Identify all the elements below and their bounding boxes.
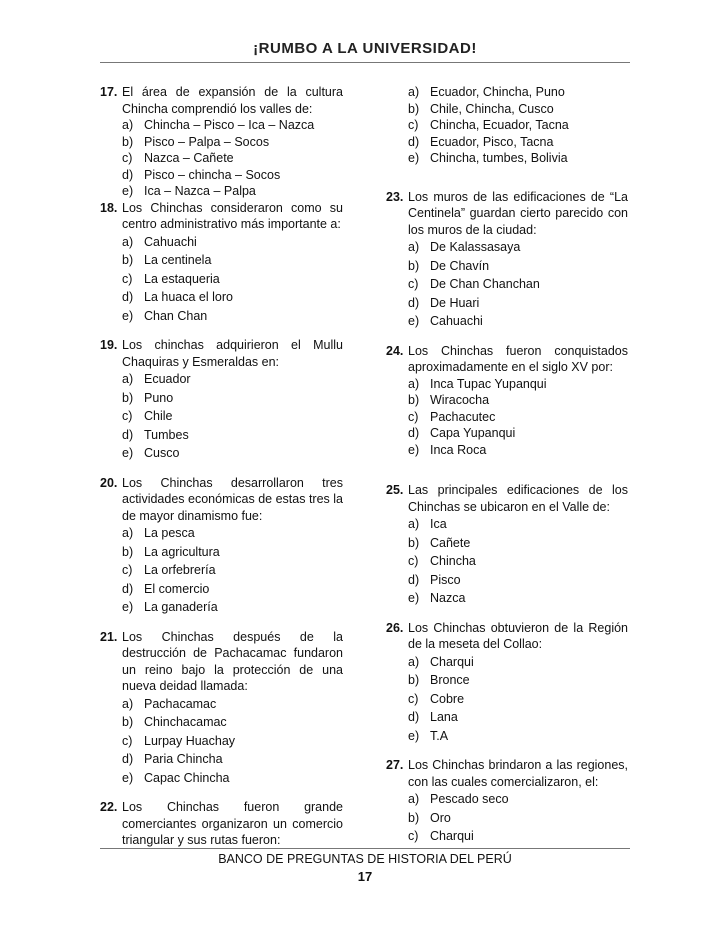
option-letter: d)	[122, 290, 134, 304]
answer-option	[408, 690, 628, 709]
question-21	[100, 629, 343, 788]
option-letter: b)	[408, 673, 420, 687]
answer-option	[408, 238, 628, 257]
footer-rule	[100, 848, 630, 849]
question-26	[386, 620, 628, 746]
option-text: Lurpay Huachay	[144, 733, 236, 748]
answer-option	[408, 392, 628, 409]
option-text: La estaqueria	[144, 271, 220, 286]
option-text: La centinela	[144, 253, 212, 267]
option-list	[408, 238, 628, 331]
answer-option	[122, 561, 343, 580]
answer-option	[408, 101, 628, 118]
option-letter: c)	[408, 691, 419, 706]
answer-option	[408, 425, 628, 442]
answer-option	[408, 409, 628, 426]
question-number: 22.	[100, 800, 118, 814]
option-text: Bronce	[430, 673, 470, 687]
answer-option	[122, 713, 343, 732]
option-letter: b)	[122, 544, 134, 559]
option-letter: a)	[408, 517, 420, 531]
option-text: Charqui	[430, 654, 474, 669]
option-letter: d)	[122, 581, 134, 596]
answer-option	[122, 389, 343, 408]
option-letter: b)	[122, 253, 134, 267]
option-text: Inca Roca	[430, 442, 487, 457]
option-letter: d)	[122, 752, 134, 766]
option-letter: c)	[408, 277, 419, 291]
question-number: 26.	[386, 620, 404, 635]
question-23	[386, 189, 628, 331]
answer-option	[122, 732, 343, 751]
answer-option	[408, 442, 628, 459]
option-letter: c)	[408, 554, 419, 568]
option-text: La pesca	[144, 526, 195, 540]
option-text: Ica – Nazca – Palpa	[144, 184, 256, 198]
option-letter: e)	[122, 308, 134, 323]
option-list	[408, 790, 628, 846]
answer-option	[122, 750, 343, 769]
question-22	[100, 799, 343, 849]
answer-option	[122, 307, 343, 326]
option-text: Cusco	[144, 446, 180, 460]
option-text: Pachacutec	[430, 409, 496, 424]
option-text: El comercio	[144, 581, 210, 596]
question-number: 23.	[386, 189, 404, 204]
option-letter: a)	[122, 118, 134, 132]
answer-option	[408, 708, 628, 727]
option-list	[122, 524, 343, 617]
option-letter: b)	[408, 535, 420, 550]
footer-title: BANCO DE PREGUNTAS DE HISTORIA DEL PERÚ	[218, 852, 512, 866]
option-text: Paria Chincha	[144, 752, 223, 766]
answer-option	[408, 571, 628, 590]
option-text: Wiracocha	[430, 393, 490, 407]
answer-option	[122, 407, 343, 426]
option-letter: e)	[408, 728, 420, 743]
option-letter: d)	[408, 426, 420, 440]
option-text: Cañete	[430, 535, 471, 550]
option-letter: a)	[408, 85, 420, 99]
answer-option	[122, 134, 343, 151]
option-letter: e)	[408, 151, 420, 165]
option-letter: e)	[408, 591, 420, 605]
option-letter: e)	[122, 446, 134, 460]
page-header-title: ¡RUMBO A LA UNIVERSIDAD!	[253, 40, 477, 57]
option-letter: c)	[122, 151, 133, 165]
answer-option	[408, 809, 628, 828]
option-letter: d)	[122, 167, 134, 182]
option-text: Ecuador, Chincha, Puno	[430, 85, 565, 99]
option-text: Cahuachi	[430, 314, 483, 328]
question-number: 19.	[100, 338, 118, 352]
option-text: La orfebrería	[144, 563, 216, 577]
option-list	[408, 376, 628, 459]
option-letter: d)	[408, 710, 420, 724]
right-column	[386, 84, 628, 846]
option-letter: a)	[122, 526, 134, 540]
option-letter: c)	[122, 271, 133, 286]
question-17	[100, 84, 343, 200]
option-letter: b)	[408, 258, 420, 273]
option-text: Tumbes	[144, 427, 189, 442]
question-number: 27.	[386, 758, 404, 772]
option-text: Nazca – Cañete	[144, 151, 234, 165]
option-text: Pachacamac	[144, 696, 217, 711]
option-letter: e)	[122, 184, 134, 198]
answer-option	[408, 134, 628, 151]
answer-option	[122, 370, 343, 389]
option-text: La huaca el loro	[144, 290, 233, 304]
question-text: Los chinchas adquirieron el Mullu Chaquiras y Esmeraldas en:	[122, 338, 343, 369]
answer-option	[408, 84, 628, 101]
answer-option	[122, 543, 343, 562]
question-number: 25.	[386, 483, 404, 497]
option-letter: e)	[408, 442, 420, 457]
answer-option	[408, 671, 628, 690]
option-list	[122, 370, 343, 463]
option-text: Capa Yupanqui	[430, 426, 516, 440]
option-list	[408, 653, 628, 746]
option-letter: c)	[122, 563, 133, 577]
option-letter: b)	[122, 390, 134, 405]
answer-option	[122, 695, 343, 714]
option-text: Chincha, Ecuador, Tacna	[430, 118, 569, 132]
question-text: Las principales edificaciones de los Chinchas se ubicaron en el Valle de:	[408, 483, 628, 514]
option-letter: d)	[408, 295, 420, 310]
option-text: De Chan Chanchan	[430, 277, 540, 291]
answer-option	[408, 257, 628, 276]
question-19	[100, 337, 343, 463]
option-letter: b)	[122, 134, 134, 149]
option-letter: c)	[408, 829, 419, 843]
question-24	[386, 343, 628, 459]
option-text: Charqui	[430, 829, 474, 843]
answer-option	[122, 524, 343, 543]
answer-option	[408, 275, 628, 294]
option-letter: c)	[408, 118, 419, 132]
option-text: La agricultura	[144, 544, 220, 559]
answer-option	[122, 426, 343, 445]
answer-option	[408, 150, 628, 167]
answer-option	[408, 515, 628, 534]
question-text: Los Chinchas fueron conquistados aproximadamente en el siglo XV por:	[408, 343, 628, 374]
header-rule	[100, 62, 630, 63]
option-letter: b)	[408, 393, 420, 407]
question-number: 18.	[100, 200, 118, 215]
option-text: Chile	[144, 409, 173, 423]
option-letter: a)	[122, 696, 134, 711]
answer-option	[408, 790, 628, 809]
answer-option	[122, 580, 343, 599]
answer-option	[408, 376, 628, 393]
option-text: T.A	[430, 728, 449, 743]
question-text: Los Chinchas brindaron a las regiones, con las cuales comercializaron, el:	[408, 758, 628, 789]
option-text: La ganadería	[144, 600, 218, 614]
answer-option	[122, 167, 343, 184]
option-text: De Kalassasaya	[430, 240, 521, 254]
answer-option	[408, 827, 628, 846]
option-text: Lana	[430, 710, 458, 724]
option-letter: a)	[408, 654, 420, 669]
option-letter: c)	[122, 733, 133, 748]
option-letter: b)	[122, 715, 134, 729]
option-text: Pisco	[430, 572, 461, 587]
option-letter: e)	[122, 600, 134, 614]
option-letter: e)	[122, 770, 134, 785]
option-list	[122, 233, 343, 326]
answer-option	[408, 727, 628, 746]
option-list	[408, 84, 628, 167]
question-22-continued	[386, 84, 628, 167]
answer-option	[122, 117, 343, 134]
answer-option	[122, 270, 343, 289]
answer-option	[408, 653, 628, 672]
answer-option	[408, 312, 628, 331]
option-letter: a)	[408, 376, 420, 391]
option-text: Chincha – Pisco – Ica – Nazca	[144, 118, 315, 132]
option-text: Pescado seco	[430, 792, 509, 806]
answer-option	[122, 233, 343, 252]
option-text: Oro	[430, 810, 451, 825]
option-text: Nazca	[430, 591, 466, 605]
option-text: Ica	[430, 517, 447, 531]
option-text: Chile, Chincha, Cusco	[430, 101, 554, 116]
option-text: Ecuador, Pisco, Tacna	[430, 134, 554, 149]
option-text: De Chavín	[430, 258, 490, 273]
question-text: Los Chinchas consideraron como su centro administrativo más importante a:	[122, 200, 343, 231]
option-text: Cobre	[430, 691, 465, 706]
answer-option	[408, 589, 628, 608]
option-text: Chincha	[430, 554, 476, 568]
question-number: 24.	[386, 343, 404, 358]
answer-option	[122, 769, 343, 788]
answer-option	[122, 183, 343, 200]
option-text: Pisco – Palpa – Socos	[144, 134, 270, 149]
option-letter: c)	[122, 409, 133, 423]
question-25	[386, 482, 628, 608]
question-text: Los Chinchas fueron grande comerciantes organizaron un comercio triangular y sus rutas fueron:	[122, 800, 343, 847]
answer-option	[122, 251, 343, 270]
option-text: Cahuachi	[144, 234, 197, 249]
left-column	[100, 84, 343, 849]
question-text: Los Chinchas obtuvieron de la Región de la meseta del Collao:	[408, 620, 628, 651]
option-letter: e)	[408, 314, 420, 328]
question-number: 17.	[100, 85, 118, 99]
question-text: El área de expansión de la cultura Chincha comprendió los valles de:	[122, 85, 343, 116]
question-number: 20.	[100, 475, 118, 490]
option-text: Chinchacamac	[144, 715, 227, 729]
answer-option	[408, 117, 628, 134]
answer-option	[408, 534, 628, 553]
option-text: Puno	[144, 390, 174, 405]
question-27	[386, 757, 628, 846]
option-list	[122, 695, 343, 788]
option-letter: a)	[408, 240, 420, 254]
answer-option	[122, 598, 343, 617]
answer-option	[122, 150, 343, 167]
answer-option	[408, 294, 628, 313]
answer-option	[122, 444, 343, 463]
option-letter: b)	[408, 101, 420, 116]
question-text: Los Chinchas desarrollaron tres actividades económicas de estas tres la de mayor dinamismo fue:	[122, 475, 343, 523]
option-text: De Huari	[430, 295, 480, 310]
option-letter: d)	[408, 572, 420, 587]
question-20	[100, 475, 343, 617]
option-text: Chincha, tumbes, Bolivia	[430, 151, 568, 165]
option-text: Pisco – chincha – Socos	[144, 167, 281, 182]
option-letter: a)	[122, 372, 134, 386]
page-number: 17	[357, 869, 373, 884]
answer-option	[408, 552, 628, 571]
option-text: Ecuador	[144, 372, 191, 386]
option-letter: a)	[122, 234, 134, 249]
option-text: Chan Chan	[144, 308, 208, 323]
question-text: Los muros de las edificaciones de “La Centinela” guardan cierto parecido con los muros de la ciudad:	[408, 189, 628, 237]
question-text: Los Chinchas después de la destrucción de Pachacamac fundaron un reino bajo la protección de una nueva deidad llamada:	[122, 629, 343, 693]
option-text: Inca Tupac Yupanqui	[430, 376, 547, 391]
option-text: Capac Chincha	[144, 770, 230, 785]
option-letter: d)	[408, 134, 420, 149]
option-letter: a)	[408, 792, 420, 806]
answer-option	[122, 288, 343, 307]
option-letter: b)	[408, 810, 420, 825]
option-list	[122, 117, 343, 200]
question-18	[100, 200, 343, 326]
option-list	[408, 515, 628, 608]
option-letter: d)	[122, 427, 134, 442]
question-number: 21.	[100, 629, 118, 644]
option-letter: c)	[408, 409, 419, 424]
